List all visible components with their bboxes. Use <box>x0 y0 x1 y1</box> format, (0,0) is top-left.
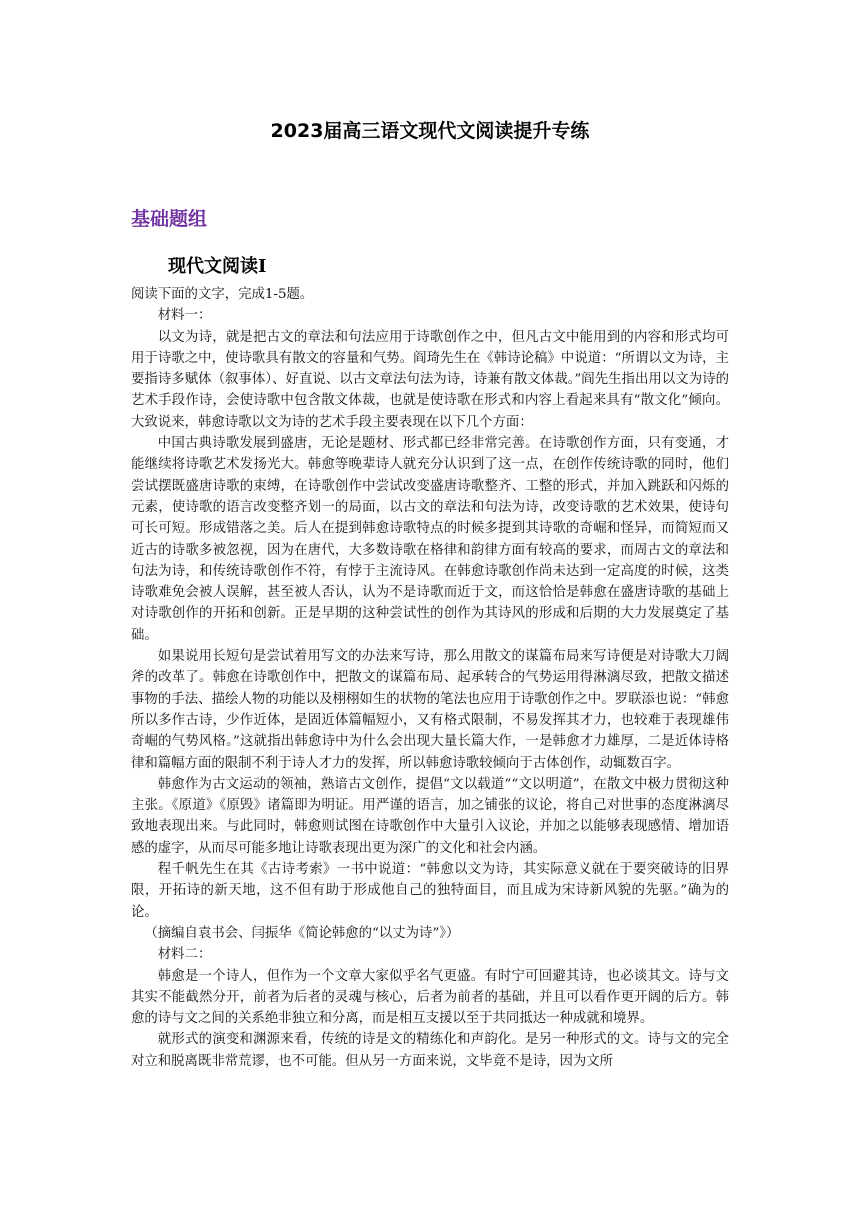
paragraph: 韩愈作为古文运动的领袖，熟谙古文创作，提倡“文以载道”“文以明道”，在散文中极力贯彻这种主张。《原道》《原毁》诸篇即为明证。用严谨的语言，加之铺张的议论，将自己对世事的态度淋漓尽致地表现出来。与此同时，韩愈则试图在诗歌创作中大量引入议论，并加之以能够表现感情、增加语感的虚字，从而尽可能多地让诗歌表现出更为深广的文化和社会内涵。 <box>131 776 729 856</box>
paragraph: 中国古典诗歌发展到盛唐，无论是题材、形式都已经非常完善。在诗歌创作方面，只有变通，才能继续将诗歌艺术发扬光大。韩愈等晚辈诗人就充分认识到了这一点，在创作传统诗歌的同时，他们尝试摆既盛唐诗歌的束缚，在诗歌创作中尝试改变盛唐诗歌整齐、工整的形式，并加入跳跃和闪烁的元素，使诗歌的语言改变整齐划一的局面，以古文的章法和句法为诗，改变诗歌的艺术效果，使诗句可长可短。形成错落之美。后人在提到韩愈诗歌特点的时候多提到其诗歌的奇崛和怪异，而简短而又近古的诗歌多被忽视，因为在唐代，大多数诗歌在格律和韵律方面有较高的要求，而周古文的章法和句法为诗，和传统诗歌创作不符，有悖于主流诗风。在韩愈诗歌创作尚未达到一定高度的时候，这类诗歌难免会被人误解，甚至被人否认，认为不是诗歌而近于文，而这恰恰是韩愈在盛唐诗歌的基础上对诗歌创作的开拓和创新。正是早期的这种尝试性的创作为其诗风的形成和后期的大力发展奠定了基础。 <box>131 436 729 643</box>
instruction-text: 阅读下面的文字，完成1-5题。 <box>131 287 314 302</box>
source-citation: （摘编自袁书会、闫振华《简论韩愈的“以丈为诗”》） <box>144 925 460 941</box>
material-label: 材料一： <box>157 308 212 324</box>
paragraph: 以文为诗，就是把古文的章法和句法应用于诗歌创作之中，但凡古文中能用到的内容和形式均可用于诗歌之中，使诗歌具有散文的容量和气势。阎琦先生在《韩诗论稿》中说道：“所谓以文为诗，主要指诗多赋体（叙事体）、好直说、以古文章法句法为诗，诗兼有散文体裁。”阎先生指出用以文为诗的艺术手段作诗，会使诗歌中包含散文体裁，也就是使诗歌在形式和内容上看起来具有“散文化”倾向。大致说来，韩愈诗歌以文为诗的艺术手段主要表现在以下几个方面： <box>131 329 729 430</box>
paragraph: 如果说用长短句是尝试着用写文的办法来写诗，那么用散文的谋篇布局来写诗便是对诗歌大刀阔斧的改革了。韩愈在诗歌创作中，把散文的谋篇布局、起承转合的气势运用得淋漓尽致，把散文描述事物的手法、描绘人物的功能以及栩栩如生的状物的笔法也应用于诗歌创作之中。罗联添也说：“韩愈所以多作古诗，少作近体，是固近体篇幅短小，又有格式限制，不易发挥其才力，也较难于表现雄伟奇崛的气势风格。”这就指出韩愈诗中为什么会出现大量长篇大作，一是韩愈才力雄厚，二是近体诗格律和篇幅方面的限制不利于诗人才力的发挥，所以韩愈诗歌较倾向于古体创作，动辄数百字。 <box>131 649 729 771</box>
paragraph: 韩愈是一个诗人，但作为一个文章大家似乎名气更盛。有时宁可回避其诗，也必谈其文。诗与文其实不能截然分开，前者为后者的灵魂与核心，后者为前者的基础，并且可以看作更开阔的后方。韩愈的诗与文之间的关系绝非独立和分离，而是相互支援以至于共同抵达一种成就和境界。 <box>131 968 729 1027</box>
paragraph: 就形式的演变和渊源来看，传统的诗是文的精练化和声韵化。是另一种形式的文。诗与文的完全对立和脱离既非常荒谬，也不可能。但从另一方面来说，文毕竟不是诗，因为文所 <box>131 1032 729 1069</box>
paragraph: 程千帆先生在其《古诗考索》一书中说道：“韩愈以文为诗，其实际意义就在于要突破诗的旧界限，开拓诗的新天地，这不但有助于形成他自己的独特面目，而且成为宋诗新风貌的先驱。”确为的论。 <box>131 862 729 920</box>
document-body <box>131 284 729 1072</box>
sub-heading: 现代文阅读Ⅰ <box>168 256 267 277</box>
section-heading: 基础题组 <box>131 208 208 230</box>
document-title: 2023届高三语文现代文阅读提升专练 <box>270 120 590 142</box>
material-label: 材料二： <box>157 947 212 963</box>
